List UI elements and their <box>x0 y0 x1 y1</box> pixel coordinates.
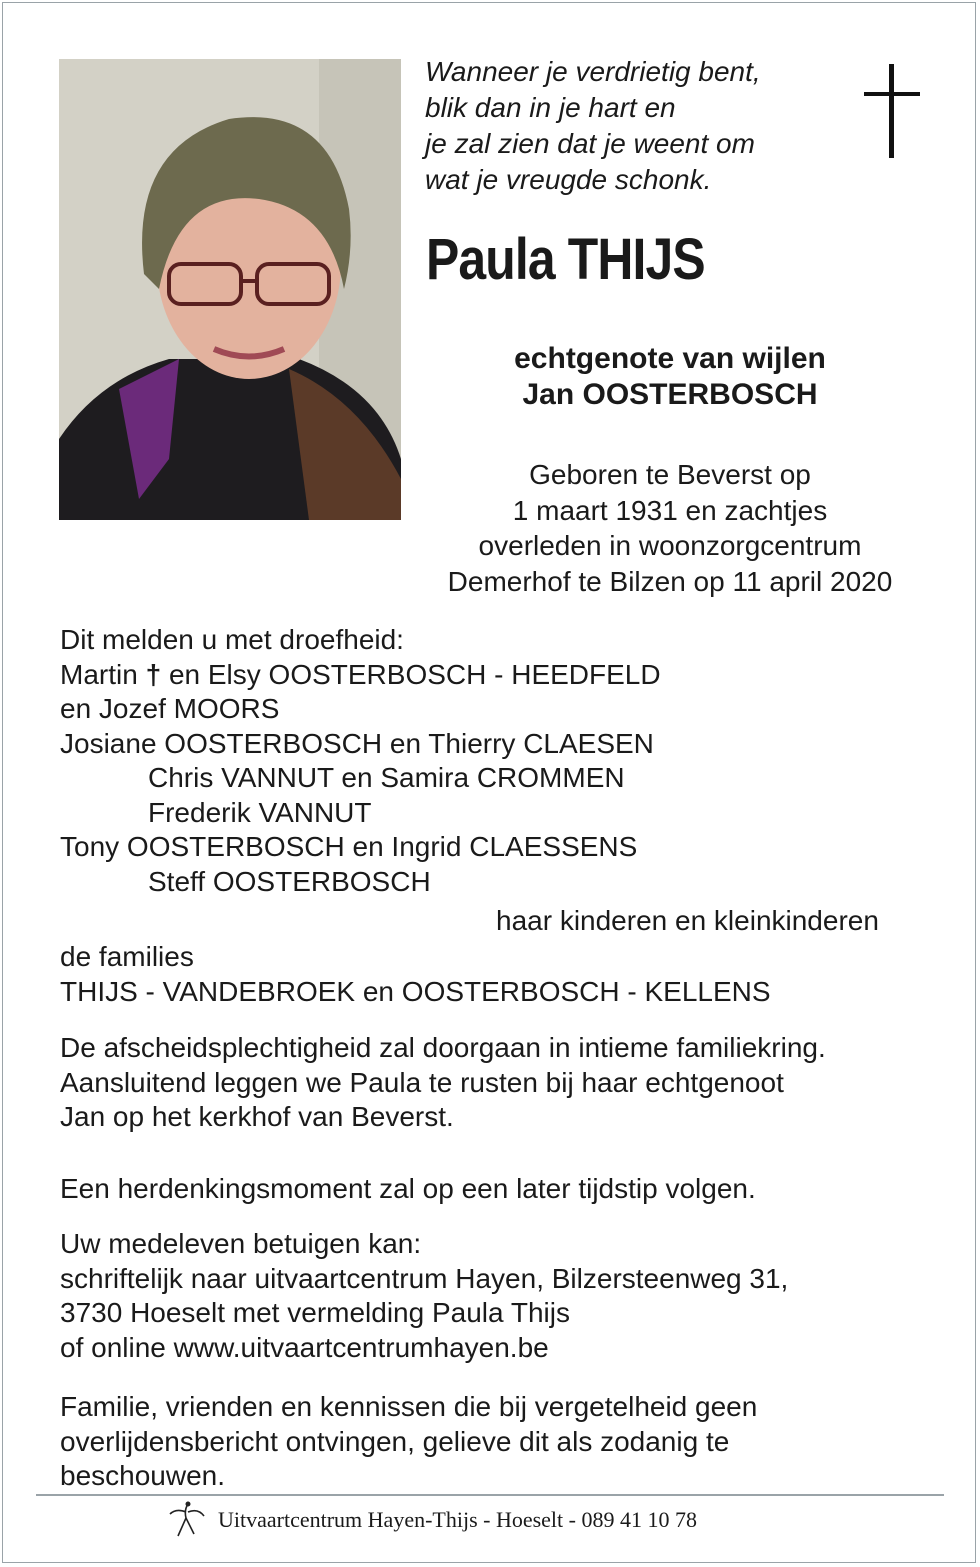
family-line: Steff OOSTERBOSCH <box>148 865 431 897</box>
deceased-name: Paula THIJS <box>426 227 705 292</box>
families-names: THIJS - VANDEBROEK en OOSTERBOSCH - KELLENS <box>60 975 771 1007</box>
cross-icon <box>864 64 922 160</box>
ceremony-line: De afscheidsplechtigheid zal doorgaan in intieme familiekring. <box>60 1032 826 1063</box>
family-line: Frederik VANNUT <box>148 796 372 828</box>
portrait-photo <box>59 59 401 520</box>
birth-death-line: Demerhof te Bilzen op 11 april 2020 <box>447 565 893 597</box>
footer <box>168 1500 697 1540</box>
memorial-line: Een herdenkingsmoment zal op een later tijdstip volgen. <box>60 1173 756 1204</box>
footer-text: Uitvaartcentrum Hayen-Thijs - Hoeselt - 089 41 10 78 <box>218 1507 697 1532</box>
poem-line: wat je vreugde schonk. <box>425 164 712 195</box>
ceremony-line: Jan op het kerkhof van Beverst. <box>60 1101 454 1132</box>
birth-death-line: 1 maart 1931 en zachtjes <box>512 494 828 526</box>
angel-logo-icon <box>168 1500 206 1540</box>
closing-line: Familie, vrienden en kennissen die bij vergetelheid geen <box>60 1391 758 1422</box>
closing-line: beschouwen. <box>60 1460 226 1491</box>
closing-line: overlijdensbericht ontvingen, gelieve dit als zodanig te <box>60 1425 730 1457</box>
closing-text <box>60 1390 757 1494</box>
footer-divider <box>36 1494 944 1496</box>
families-block <box>60 940 771 1009</box>
family-line: Chris VANNUT en Samira CROMMEN <box>148 762 625 793</box>
ceremony-line: Aansluitend leggen we Paula te rusten bij haar echtgenoot <box>60 1066 784 1098</box>
condolences-line: of online www.uitvaartcentrumhayen.be <box>60 1331 549 1363</box>
family-line: Tony OOSTERBOSCH en Ingrid CLAESSENS <box>60 831 638 862</box>
small-cross-icon: † <box>145 658 162 690</box>
family-line: en Jozef MOORS <box>60 693 280 724</box>
birth-death-info <box>410 457 930 599</box>
children-label: haar kinderen en kleinkinderen <box>496 905 879 936</box>
birth-death-line: overleden in woonzorgcentrum <box>478 530 862 561</box>
poem-line: Wanneer je verdrietig bent, <box>425 56 761 87</box>
spouse-name: Jan OOSTERBOSCH <box>522 378 818 411</box>
family-line: Martin † en Elsy OOSTERBOSCH - HEEDFELD <box>60 658 661 690</box>
condolences-text <box>60 1227 788 1365</box>
poem-line: je zal zien dat je weent om <box>425 128 755 159</box>
birth-death-line: Geboren te Beverst op <box>529 459 811 490</box>
ceremony-text <box>60 1031 826 1135</box>
condolences-line: 3730 Hoeselt met vermelding Paula Thijs <box>60 1297 570 1328</box>
condolences-line: Uw medeleven betuigen kan: <box>60 1228 422 1259</box>
memorial-text <box>60 1172 756 1207</box>
announcement-intro: Dit melden u met droefheid: <box>60 624 404 655</box>
spouse-info <box>420 341 920 413</box>
poem <box>425 54 845 198</box>
condolences-line: schriftelijk naar uitvaartcentrum Hayen, Bilzersteenweg 31, <box>60 1262 789 1294</box>
spouse-line: echtgenote van wijlen <box>514 342 826 375</box>
families-label: de families <box>60 941 194 972</box>
family-line: Josiane OOSTERBOSCH en Thierry CLAESEN <box>60 727 654 759</box>
family-list <box>60 623 661 899</box>
poem-line: blik dan in je hart en <box>425 92 676 123</box>
